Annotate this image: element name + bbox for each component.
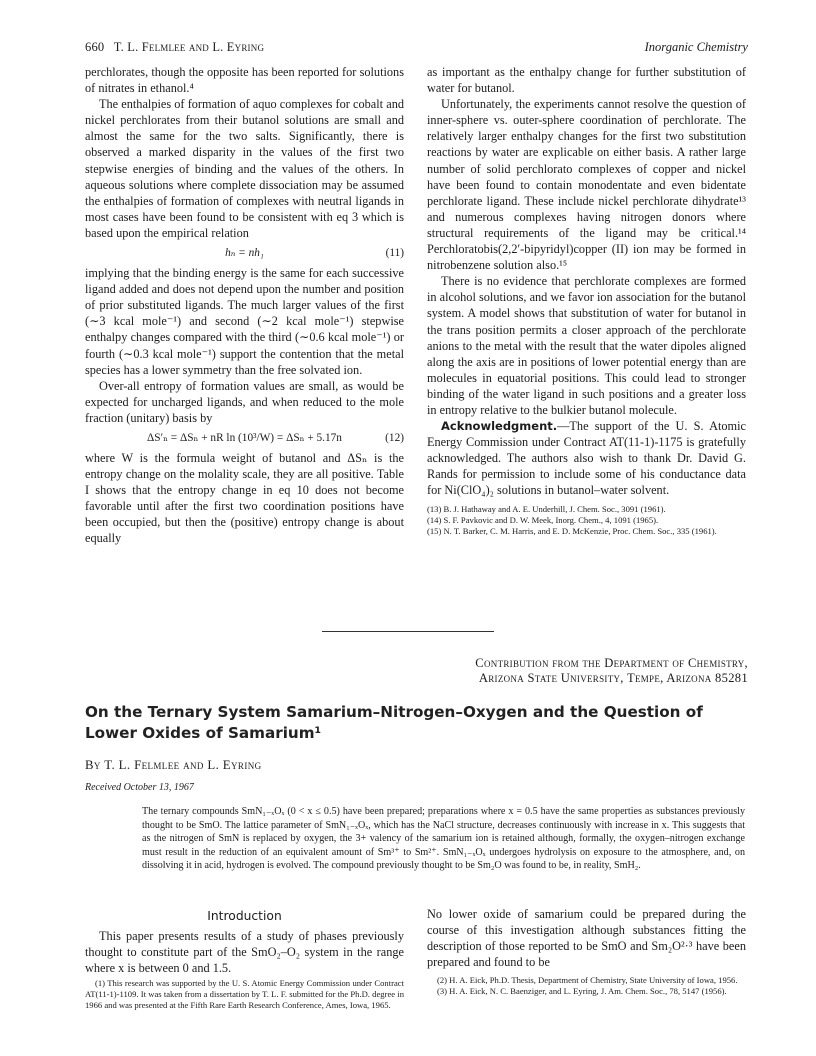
received-date: Received October 13, 1967 [85, 782, 194, 793]
contribution-line: Contribution from the Department of Chemistry, [475, 656, 748, 670]
acknowledgment-text: —The support of the U. S. Atomic Energy Commission under Contract AT(11-1)-1175 is gratefully acknowledged. The authors also wish to thank Dr. David G. Rands for permission to include some of his conductance data for Ni(ClO₄)₂ solutions in butanol–water solvent. [427, 419, 746, 498]
footnote: (13) B. J. Hathaway and A. E. Underhill, J. Chem. Soc., 3091 (1961). [427, 503, 666, 514]
acknowledgment [427, 418, 746, 498]
footnotes [427, 504, 746, 537]
running-header [85, 40, 264, 55]
equation-12 [85, 427, 404, 449]
footnote: (2) H. A. Eick, Ph.D. Thesis, Department of Chemistry, State University of Iowa, 1956. [437, 975, 738, 986]
equation-number: (11) [385, 247, 404, 260]
paragraph: Unfortunately, the experiments cannot resolve the question of inner-sphere vs. outer-sphere coordination of perchlorate. The relatively larger enthalpy changes for the first two substitution reactions by water are explicable on either basis. A rather large number of solid perchlorato complexes of copper and nickel have been found to contain monodentate and even bidentate perchlorate ligand. These include nickel perchlorate dihydrate¹³ and numerous complexes having nitrogen donors where structural requirements of the ligand may be critical.¹⁴ Perchloratobis(2,2′-bipyridyl)copper (II) ion may be formed in nitrobenzene solution also.¹⁵ [427, 97, 746, 273]
paragraph: The enthalpies of formation of aquo complexes for cobalt and nickel perchlorates from their butanol solutions are small and almost the same for the two salts. Significantly, there is observed a marked disparity in the values of the first two stepwise energies of binding and the values of the others. In aqueous solutions where complete dissociation may be assumed the enthalpies of formation of complexes with neutral ligands in most cases have been found to be consistent with eq 3 which is based upon the empirical relation [85, 97, 404, 240]
abstract: The ternary compounds SmN₁₋ₓOₓ (0 < x ≤ 0.5) have been prepared; preparations where x = 0.5 have the same properties as substances previously thought to be SmO. The lattice parameter of SmN₁₋ₓOₓ, which has the NaCl structure, decreases continuously with increase in x. This suggests that as the nitrogen of SmN is replaced by oxygen, the 3+ valency of the samarium ion is retained although, formally, the oxygen–nitrogen exchange must result in the reduction of an equivalent amount of Sm³⁺ to Sm²⁺. SmN₁₋ₓOₓ undergoes hydrolysis on exposure to the atmosphere, and, on dissolving it in acid, hydrogen is evolved. The compound previously thought to be Sm₂O was found to be, in reality, SmH₂. [142, 806, 745, 872]
paragraph: Over-all entropy of formation values are small, as would be expected for uncharged ligands, and when reduced to the mole fraction (unitary) basis by [85, 378, 404, 425]
equation-11 [85, 242, 404, 264]
acknowledgment-label: Acknowledgment. [441, 419, 558, 434]
journal-name: Inorganic Chemistry [644, 40, 748, 54]
paragraph: perchlorates, though the opposite has been reported for solutions of nitrates in ethanol.⁴ [85, 65, 404, 96]
paragraph: No lower oxide of samarium could be prepared during the course of this investigation although substances fitting the description of those reported to be SmO and Sm₂O²·³ have been prepared and found to be [427, 907, 746, 970]
section-heading: Introduction [207, 909, 282, 923]
header-authors: T. L. Felmlee and L. Eyring [113, 40, 265, 54]
contribution-affiliation [475, 656, 748, 686]
footnotes [427, 975, 746, 997]
equation-expression: ΔS′ₙ = ΔSₙ + nR ln (10³/W) = ΔSₙ + 5.17n [147, 431, 342, 444]
intro-left-column [85, 906, 404, 1011]
equation-expression: hₙ = nh₁ [225, 247, 264, 260]
footnote: (1) This research was supported by the U. S. Atomic Energy Commission under Contract AT(11-1)-1109. It was taken from a dissertation by T. L. F. submitted for the Ph.D. degree in 1966 and was presented at the Fifth Rare Earth Research Conference, Ames, Iowa, 1965. [85, 978, 404, 1011]
footnote: (3) H. A. Eick, N. C. Baenziger, and L. Eyring, J. Am. Chem. Soc., 78, 5147 (1956). [437, 986, 727, 997]
right-column [427, 64, 746, 537]
page-number: 660 [85, 40, 105, 54]
equation-number: (12) [385, 431, 404, 444]
footnote: (15) N. T. Barker, C. M. Harris, and E. D. McKenzie, Proc. Chem. Soc., 335 (1961). [427, 525, 717, 536]
intro-right-column [427, 906, 746, 997]
byline: By T. L. Felmlee and L. Eyring [85, 758, 262, 772]
left-column [85, 64, 404, 547]
paragraph: as important as the enthalpy change for further substitution of water for butanol. [427, 65, 746, 96]
paragraph: This paper presents results of a study of phases previously thought to constitute part of the SmO₂–O₂ system in the range where x is between 0 and 1.5. [85, 929, 404, 976]
article-separator [322, 631, 494, 632]
contribution-line: Arizona State University, Tempe, Arizona 85281 [478, 671, 748, 685]
paragraph: implying that the binding energy is the same for each successive ligand added and does not depend upon the number and position of prior substituted ligands. The much larger values of the first (∼3 kcal mole⁻¹) and second (∼2 kcal mole⁻¹) stepwise enthalpy changes compared with the third (∼0.6 kcal mole⁻¹) or fourth (∼0.3 kcal mole⁻¹) support the contention that the metal species has a lower symmetry than the free solvated ion. [85, 266, 404, 377]
article-title: On the Ternary System Samarium–Nitrogen–Oxygen and the Question of Lower Oxides of Samarium¹ [85, 703, 703, 742]
paragraph: where W is the formula weight of butanol and ΔSₙ is the entropy change on the molality scale, they are all positive. Table I shows that the entropy change in eq 10 does not become favorable until after the first two coordination positions have been occupied, but then the (positive) entropy change is about equally [85, 450, 404, 546]
footnote: (14) S. F. Pavkovic and D. W. Meek, Inorg. Chem., 4, 1091 (1965). [427, 514, 659, 525]
paragraph: There is no evidence that perchlorate complexes are formed in alcohol solutions, and we favor ion association for the butanol system. A model shows that substitution of water for butanol in the trans position permits a closer approach of the perchlorate anions to the metal with the result that the water dipoles aligned along the axis are in positions of lower potential energy than are molecules in equatorial positions. This could lead to stronger binding of the water ligand in such positions and a greater loss in entropy relative to the bulkier butanol molecule. [427, 274, 746, 417]
